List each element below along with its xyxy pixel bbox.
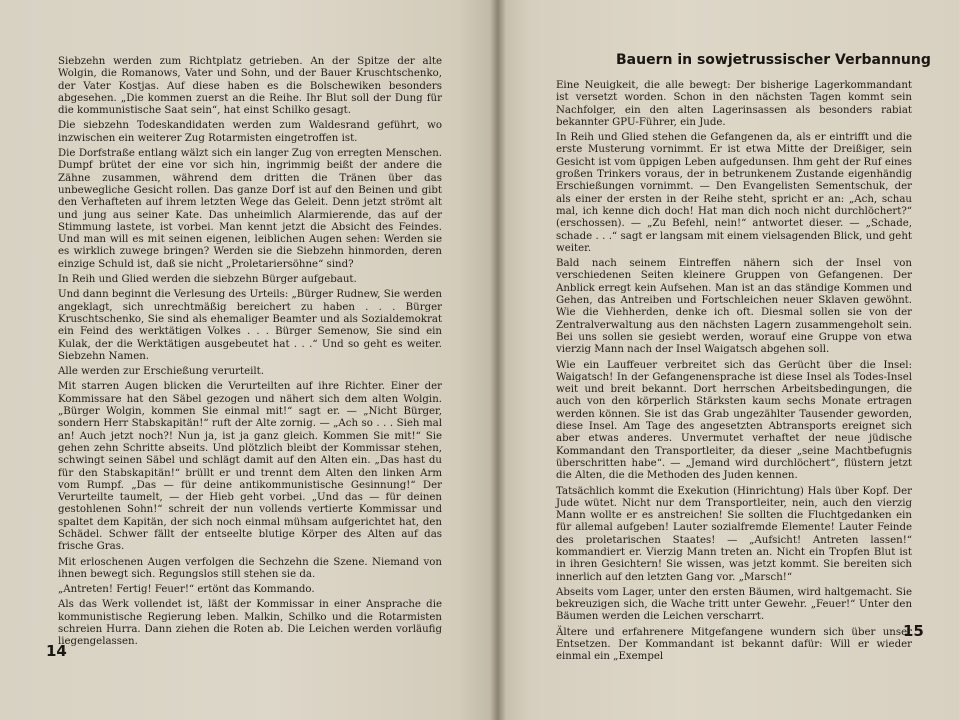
paragraph: Die siebzehn Todeskandidaten werden zum Waldesrand geführt, wo inzwischen ein weiterer Zug Rotarmisten eingetroffen ist. xyxy=(58,120,442,144)
paragraph: Eine Neuigkeit, die alle bewegt: Der bisherige Lagerkommandant ist versetzt worden. Schon in den nächsten Tagen kommt sein Nachfolger, ein den alten Lagerinsassen als besonders rabiat bekannter GPU-Führer, ein Jude. xyxy=(556,80,912,128)
paragraph: In Reih und Glied stehen die Gefangenen da, als er eintrifft und die erste Musterung vornimmt. Er ist etwa Mitte der Dreißiger, sein Gesicht ist vom üppigen Leben aufgedunsen. Ihm geht der Ruf eines großen Trinkers voraus, der in betrunkenem Zustande eigenhändig Erschießungen vornimmt. — Den Evangelisten Sementschuk, der als einer der ersten in der Reihe steht, spricht er an: „Ach, schau mal, ich kenne dich doch! Hat man dich noch nicht durchlöchert?“ (erschossen). — „Zu Befehl, nein!“ antwortet dieser. — „Schade, schade . . .“ sagt er langsam mit einem vielsagenden Blick, und geht weiter. xyxy=(556,132,912,254)
left-page-body xyxy=(58,56,442,652)
book-gutter xyxy=(490,0,506,720)
paragraph: Bald nach seinem Eintreffen nähern sich der Insel von verschiedenen Seiten kleinere Gruppen von Gefangenen. Der Anblick erregt kein Aufsehen. Man ist an das ständige Kommen und Gehen, das Antreiben und Fortschleichen neuer Sklaven gewöhnt. Wie die Viehherden, denke ich oft. Diesmal sollen sie von der Zentralverwaltung aus den nächsten Lagern zusammengeholt sein. Bei uns sollen sie gesiebt werden, worauf eine Gruppe von etwa vierzig Mann nach der Insel Waigatsch abgehen soll. xyxy=(556,258,912,356)
paragraph: Mit starren Augen blicken die Verurteilten auf ihre Richter. Einer der Kommissare hat den Säbel gezogen und nähert sich dem alten Wolgin. „Bürger Wolgin, kommen Sie einmal mit!“ sagt er. — „Nicht Bürger, sondern Herr Stabskapitän!“ ruft der Alte zornig. — „Ach so . . . Sieh mal an! Auch jetzt noch?! Nun ja, ist ja ganz gleich. Kommen Sie mit!“ Sie gehen zehn Schritte abseits. Und plötzlich bleibt der Kommissar stehen, schwingt seinen Säbel und schlägt damit auf den Alten ein. „Das hast du für den Stabskapitän!“ brüllt er und trennt dem Alten den linken Arm vom Rumpf. „Das — für deine antikommunistische Gesinnung!“ Der Verurteilte taumelt, — der Hieb geht vorbei. „Und das — für deinen gestohlenen Sohn!“ schreit der nun vollends vertierte Kommissar und spaltet dem Kapitän, der sich noch einmal mühsam aufgerichtet hat, den Schädel. Schwer fällt der entseelte blutige Körper des Alten auf das frische Gras. xyxy=(58,381,442,553)
paragraph: Abseits vom Lager, unter den ersten Bäumen, wird haltgemacht. Sie bekreuzigen sich, die Wache tritt unter Gewehr. „Feuer!“ Unter den Bäumen werden die Leichen verscharrt. xyxy=(556,586,912,623)
paragraph: Tatsächlich kommt die Exekution (Hinrichtung) Hals über Kopf. Der Jude wütet. Nicht nur dem Transportleiter, nein, auch den vierzig Mann wollte er es anstreichen! Sie sollten die Fluchtgedanken ein für allemal aufgeben! Lauter sozialfremde Elemente! Lauter Feinde des proletarischen Staates! — „Aufsicht! Antreten lassen!“ kommandiert er. Vierzig Mann treten an. Nicht ein Tropfen Blut ist in ihren Gesichtern! Sie wissen, was jetzt kommt. Sie bereiten sich innerlich auf den letzten Gang vor. „Marsch!“ xyxy=(556,485,912,583)
running-head: Bauern in sowjetrussischer Verbannung xyxy=(616,52,931,68)
paragraph: Als das Werk vollendet ist, läßt der Kommissar in einer Ansprache die kommunistische Regierung leben. Malkin, Schilko und die Rotarmisten schreien Hurra. Dann ziehen die Roten ab. Die Leichen werden vorläufig liegengelassen. xyxy=(58,599,442,648)
right-page-body xyxy=(556,80,912,667)
paragraph: Und dann beginnt die Verlesung des Urteils: „Bürger Rudnew, Sie werden angeklagt, sich unrechtmäßig bereichert zu haben . . . Bürger Kruschtschenko, Sie sind als ehemaliger Beamter und als Sozialdemokrat ein Feind des werktätigen Volkes . . . Bürger Semenow, Sie sind ein Kulak, der die Werktätigen ausgebeutet hat . . .“ Und so geht es weiter. Siebzehn Namen. xyxy=(58,289,442,362)
paragraph: Alle werden zur Erschießung verurteilt. xyxy=(58,366,264,378)
right-page xyxy=(498,0,959,720)
paragraph: Die Dorfstraße entlang wälzt sich ein langer Zug von erregten Menschen. Dumpf brütet der eine vor sich hin, ingrimmig beißt der andere die Zähne zusammen, während dem dritten die Tränen über das unbewegliche Gesicht rollen. Das ganze Dorf ist auf den Beinen und gibt den Verhafteten auf ihrem letzten Wege das Geleit. Denn jetzt strömt alt und jung aus seiner Kate. Das unheimlich Alarmierende, das auf der Stimmung lastete, ist vorbei. Man kennt jetzt die Absicht des Feindes. Und man will es mit seinen eigenen, leiblichen Augen sehen: Werden sie es wirklich zuwege bringen? Werden sie die Siebzehn hinmorden, deren einzige Schuld ist, daß sie nicht „Proletariersöhne“ sind? xyxy=(58,148,442,270)
paragraph: Wie ein Lauffeuer verbreitet sich das Gerücht über die Insel: Waigatsch! In der Gefangenensprache ist diese Insel als Todes-Insel weit und breit bekannt. Dort herrschen Arbeitsbedingungen, die auch von den körperlich Stärksten kaum sechs Monate ertragen werden können. Sie ist das Grab ungezählter Tausender geworden, diese Insel. Am Tage des angesetzten Abtransports ereignet sich aber etwas anderes. Unvermutet verhaftet der neue jüdische Kommandant den Transportleiter, da dieser „seine Machtbefugnis überschritten habe“. — „Jemand wird durchlöchert“, flüstern jetzt die Alten, die die Methoden des Juden kennen. xyxy=(556,359,912,482)
paragraph: Mit erloschenen Augen verfolgen die Sechzehn die Szene. Niemand von ihnen bewegt sich. Regungslos still stehen sie da. xyxy=(58,556,442,580)
paragraph: Siebzehn werden zum Richtplatz getrieben. An der Spitze der alte Wolgin, die Romanows, Vater und Sohn, und der Bauer Kruschtschenko, der Vater Kostjas. Auf diese haben es die Bolschewiken besonders abgesehen. „Die kommen zuerst an die Reihe. Ihr Blut soll der Dung für die kommunistische Saat sein“, hat einst Schilko gesagt. xyxy=(58,56,442,117)
paragraph: „Antreten! Fertig! Feuer!“ ertönt das Kommando. xyxy=(58,584,315,596)
page-number: 15 xyxy=(903,622,924,640)
paragraph: Ältere und erfahrenere Mitgefangene wundern sich über unser Entsetzen. Der Kommandant ist bekannt dafür: Will er wieder einmal ein „Exempel xyxy=(556,626,912,663)
paragraph: In Reih und Glied werden die siebzehn Bürger aufgebaut. xyxy=(58,274,357,286)
page-number: 14 xyxy=(46,642,67,660)
